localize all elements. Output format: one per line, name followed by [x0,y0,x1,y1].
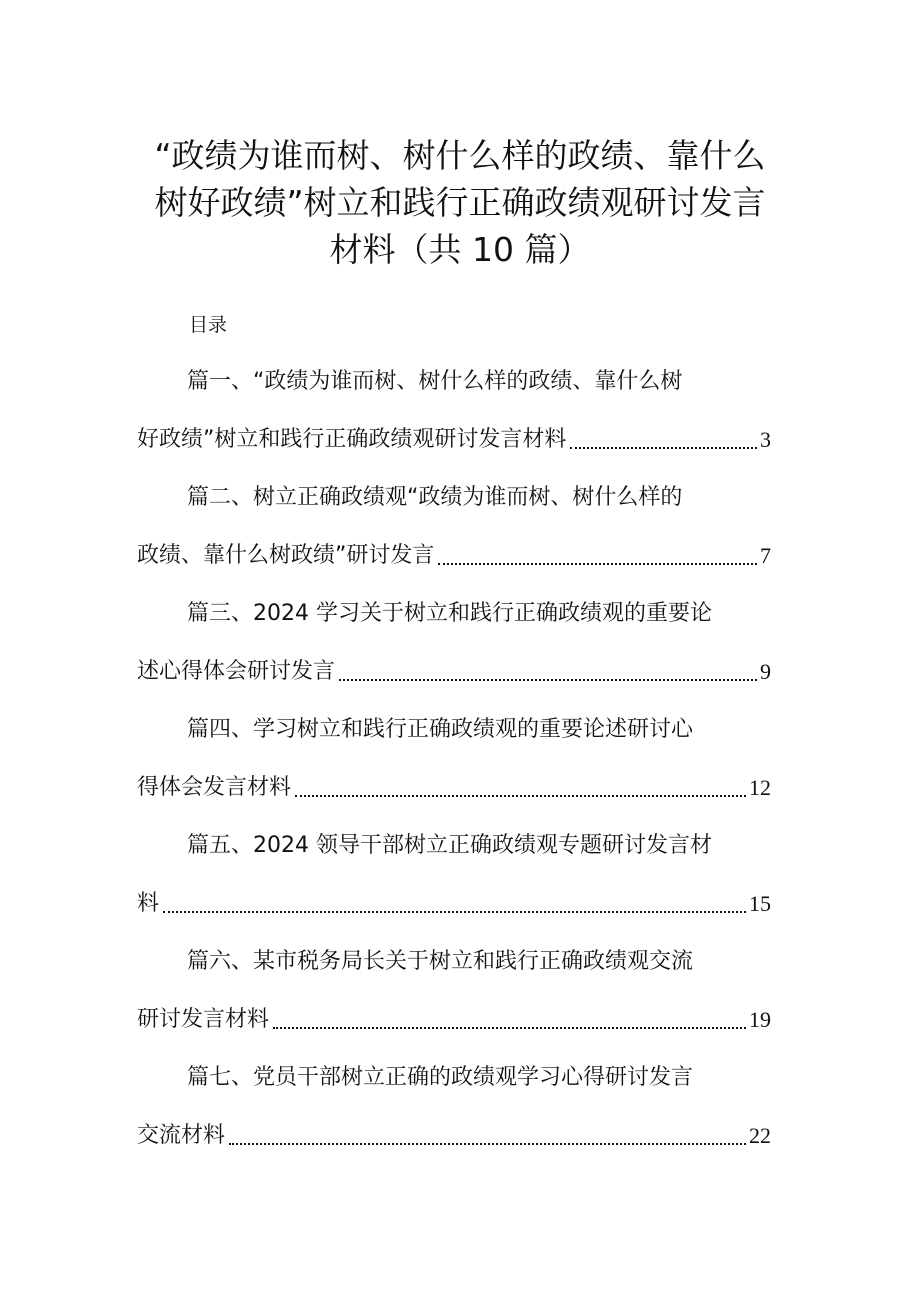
toc-entry-7[interactable] [137,1058,771,1174]
dot-leader [273,1026,746,1029]
toc-page-number: 15 [749,891,771,916]
toc-page-number: 19 [749,1007,771,1032]
toc-entry-continuation-row [137,1000,771,1040]
toc-entry-title-continuation: 交流材料 [137,1123,226,1148]
toc-entry-title-continuation: 料 [137,891,160,916]
table-of-contents [137,362,771,1174]
toc-page-number: 3 [760,427,771,452]
dot-leader [339,678,757,681]
title-line-1: “政绩为谁而树、树什么样的政绩、靠什么 [154,136,766,175]
toc-heading: 目录 [189,314,228,336]
toc-page-number: 22 [749,1123,771,1148]
toc-entry-title: 篇五、2024 领导干部树立正确政绩观专题研讨发言材 [187,833,712,858]
dot-leader [229,1142,746,1145]
toc-entry-title-continuation: 政绩、靠什么树政绩”研讨发言 [137,543,435,568]
toc-entry-2[interactable] [137,478,771,594]
toc-entry-1[interactable] [137,362,771,478]
dot-leader [295,794,746,797]
toc-entry-title-continuation: 述心得体会研讨发言 [137,659,336,684]
toc-entry-title: 篇二、树立正确政绩观“政绩为谁而树、树什么样的 [187,485,683,510]
dot-leader [438,562,757,565]
toc-entry-4[interactable] [137,710,771,826]
title-line-2: 树好政绩”树立和践行正确政绩观研讨发言 [154,183,766,222]
toc-entry-title: 篇三、2024 学习关于树立和践行正确政绩观的重要论 [187,601,712,626]
title-line-3: 材料（共 10 篇） [329,230,591,269]
toc-entry-title: 篇六、某市税务局长关于树立和践行正确政绩观交流 [187,949,694,974]
toc-entry-6[interactable] [137,942,771,1058]
toc-entry-title: 篇四、学习树立和践行正确政绩观的重要论述研讨心 [187,717,694,742]
toc-entry-continuation-row [137,768,771,808]
toc-entry-continuation-row [137,652,771,692]
toc-entry-title-continuation: 研讨发言材料 [137,1007,270,1032]
toc-page-number: 9 [760,659,771,684]
dot-leader [163,910,746,913]
toc-entry-3[interactable] [137,594,771,710]
document-title [120,132,800,273]
toc-page-number: 7 [760,543,771,568]
toc-entry-title: 篇七、党员干部树立正确的政绩观学习心得研讨发言 [187,1065,694,1090]
toc-entry-continuation-row [137,884,771,924]
toc-entry-5[interactable] [137,826,771,942]
toc-entry-continuation-row [137,1116,771,1156]
toc-entry-title-continuation: 得体会发言材料 [137,775,292,800]
dot-leader [570,446,757,449]
toc-page-number: 12 [749,775,771,800]
toc-entry-continuation-row [137,536,771,576]
toc-entry-title: 篇一、“政绩为谁而树、树什么样的政绩、靠什么树 [187,369,683,394]
toc-entry-continuation-row [137,420,771,460]
toc-entry-title-continuation: 好政绩”树立和践行正确政绩观研讨发言材料 [137,427,567,452]
